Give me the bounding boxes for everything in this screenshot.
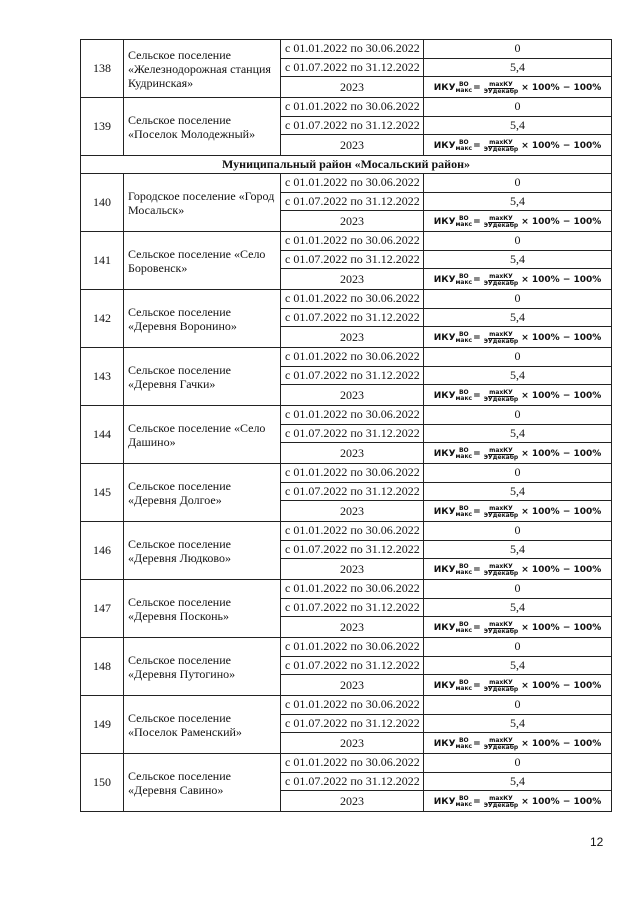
row-number: 139: [81, 98, 124, 156]
formula-fraction: [484, 390, 519, 403]
index-formula: [434, 82, 602, 95]
period-cell: с 01.01.2022 по 30.06.2022: [281, 174, 424, 193]
section-row: [81, 156, 612, 174]
section-title: Муниципальный район «Мосальский район»: [81, 156, 612, 174]
value-cell: 0: [424, 464, 612, 483]
formula-equals: =: [473, 506, 481, 517]
settlement-name: Городское поселение «Город Мосальск»: [124, 174, 281, 232]
formula-fraction: [484, 506, 519, 519]
formula-prefix: ИКУ: [433, 564, 456, 575]
year-cell: 2023: [281, 327, 424, 348]
year-cell: 2023: [281, 211, 424, 232]
period-cell: с 01.01.2022 по 30.06.2022: [281, 580, 424, 599]
formula-equals: =: [473, 680, 481, 691]
year-cell: 2023: [281, 501, 424, 522]
formula-fraction: [484, 796, 519, 809]
formula-fraction: [484, 216, 519, 229]
formula-subscript: [456, 332, 473, 344]
formula-cell: [424, 559, 612, 580]
formula-equals: =: [473, 738, 481, 749]
formula-sub-top: ВО: [458, 447, 469, 454]
formula-fraction: [484, 274, 519, 287]
formula-numerator: maxКУ: [489, 214, 513, 222]
table-row: [81, 98, 612, 117]
settlement-name: Сельское поселение «Деревня Людково»: [124, 522, 281, 580]
formula-sub-top: ВО: [458, 621, 469, 628]
value-cell: 0: [424, 348, 612, 367]
formula-equals: =: [473, 622, 481, 633]
value-cell: 5,4: [424, 58, 612, 77]
formula-cell: [424, 675, 612, 696]
value-cell: 0: [424, 580, 612, 599]
row-number: 143: [81, 348, 124, 406]
settlement-name: Сельское поселение «Деревня Посконь»: [124, 580, 281, 638]
formula-numerator: maxКУ: [489, 736, 513, 744]
index-formula: [434, 738, 602, 751]
formula-suffix: × 100% − 100%: [521, 448, 602, 459]
formula-fraction: [484, 622, 519, 635]
formula-sub-top: ВО: [458, 389, 469, 396]
row-number: 146: [81, 522, 124, 580]
year-cell: 2023: [281, 617, 424, 638]
formula-subscript: [456, 564, 473, 576]
formula-numerator: maxКУ: [489, 80, 513, 88]
value-cell: 0: [424, 522, 612, 541]
formula-denominator: ЭУдекабр: [483, 279, 519, 287]
formula-prefix: ИКУ: [433, 332, 456, 343]
table-row: [81, 638, 612, 657]
formula-equals: =: [473, 390, 481, 401]
settlement-name: Сельское поселение «Железнодорожная станция Кудринская»: [124, 40, 281, 98]
table-row: [81, 290, 612, 309]
formula-numerator: maxКУ: [489, 562, 513, 570]
value-cell: 0: [424, 406, 612, 425]
period-cell: с 01.01.2022 по 30.06.2022: [281, 696, 424, 715]
index-formula: [434, 448, 602, 461]
formula-cell: [424, 791, 612, 812]
formula-equals: =: [473, 332, 481, 343]
formula-sub-top: ВО: [458, 679, 469, 686]
formula-fraction: [484, 680, 519, 693]
formula-denominator: ЭУдекабр: [483, 801, 519, 809]
formula-fraction: [484, 332, 519, 345]
row-number: 145: [81, 464, 124, 522]
index-formula: [434, 564, 602, 577]
formula-denominator: ЭУдекабр: [483, 221, 519, 229]
index-formula: [434, 140, 602, 153]
formula-prefix: ИКУ: [433, 448, 456, 459]
formula-subscript: [456, 448, 473, 460]
formula-subscript: [456, 738, 473, 750]
tariff-table: [80, 39, 612, 812]
period-cell: с 01.01.2022 по 30.06.2022: [281, 406, 424, 425]
formula-subscript: [456, 622, 473, 634]
formula-sub-bottom: макс: [455, 145, 473, 152]
formula-denominator: ЭУдекабр: [483, 743, 519, 751]
formula-subscript: [456, 390, 473, 402]
formula-fraction: [484, 140, 519, 153]
table-row: [81, 406, 612, 425]
formula-fraction: [484, 564, 519, 577]
period-cell: с 01.01.2022 по 30.06.2022: [281, 232, 424, 251]
settlement-name: Сельское поселение «Деревня Путогино»: [124, 638, 281, 696]
period-cell: с 01.07.2022 по 31.12.2022: [281, 656, 424, 675]
formula-suffix: × 100% − 100%: [521, 564, 602, 575]
formula-denominator: ЭУдекабр: [483, 145, 519, 153]
value-cell: 0: [424, 638, 612, 657]
formula-prefix: ИКУ: [433, 622, 456, 633]
period-cell: с 01.01.2022 по 30.06.2022: [281, 98, 424, 117]
formula-numerator: maxКУ: [489, 272, 513, 280]
year-cell: 2023: [281, 443, 424, 464]
formula-suffix: × 100% − 100%: [521, 82, 602, 93]
value-cell: 0: [424, 98, 612, 117]
settlement-name: Сельское поселение «Деревня Воронино»: [124, 290, 281, 348]
formula-subscript: [456, 216, 473, 228]
formula-prefix: ИКУ: [433, 390, 456, 401]
formula-prefix: ИКУ: [433, 140, 456, 151]
row-number: 148: [81, 638, 124, 696]
settlement-name: Сельское поселение «Деревня Гачки»: [124, 348, 281, 406]
period-cell: с 01.07.2022 по 31.12.2022: [281, 192, 424, 211]
formula-numerator: maxКУ: [489, 504, 513, 512]
formula-sub-bottom: макс: [455, 453, 473, 460]
period-cell: с 01.07.2022 по 31.12.2022: [281, 366, 424, 385]
formula-equals: =: [473, 140, 481, 151]
table-row: [81, 464, 612, 483]
row-number: 142: [81, 290, 124, 348]
formula-prefix: ИКУ: [433, 82, 456, 93]
formula-numerator: maxКУ: [489, 388, 513, 396]
year-cell: 2023: [281, 559, 424, 580]
formula-equals: =: [473, 448, 481, 459]
formula-numerator: maxКУ: [489, 446, 513, 454]
value-cell: 0: [424, 290, 612, 309]
formula-prefix: ИКУ: [433, 274, 456, 285]
formula-numerator: maxКУ: [489, 794, 513, 802]
value-cell: 5,4: [424, 192, 612, 211]
formula-prefix: ИКУ: [433, 680, 456, 691]
row-number: 149: [81, 696, 124, 754]
period-cell: с 01.01.2022 по 30.06.2022: [281, 522, 424, 541]
formula-sub-top: ВО: [458, 563, 469, 570]
formula-subscript: [456, 82, 473, 94]
formula-sub-bottom: макс: [455, 221, 473, 228]
row-number: 150: [81, 754, 124, 812]
formula-denominator: ЭУдекабр: [483, 511, 519, 519]
page-number: 12: [590, 835, 604, 849]
formula-prefix: ИКУ: [433, 796, 456, 807]
value-cell: 0: [424, 696, 612, 715]
formula-prefix: ИКУ: [433, 506, 456, 517]
formula-cell: [424, 501, 612, 522]
formula-cell: [424, 443, 612, 464]
period-cell: с 01.07.2022 по 31.12.2022: [281, 424, 424, 443]
formula-sub-top: ВО: [458, 81, 469, 88]
formula-cell: [424, 733, 612, 754]
table-row: [81, 348, 612, 367]
table-row: [81, 174, 612, 193]
formula-denominator: ЭУдекабр: [483, 569, 519, 577]
period-cell: с 01.01.2022 по 30.06.2022: [281, 40, 424, 59]
index-formula: [434, 796, 602, 809]
formula-cell: [424, 327, 612, 348]
formula-numerator: maxКУ: [489, 138, 513, 146]
formula-equals: =: [473, 274, 481, 285]
settlement-name: Сельское поселение «Деревня Долгое»: [124, 464, 281, 522]
row-number: 144: [81, 406, 124, 464]
formula-subscript: [456, 140, 473, 152]
index-formula: [434, 216, 602, 229]
formula-subscript: [456, 274, 473, 286]
value-cell: 0: [424, 232, 612, 251]
formula-numerator: maxКУ: [489, 678, 513, 686]
period-cell: с 01.07.2022 по 31.12.2022: [281, 308, 424, 327]
index-formula: [434, 622, 602, 635]
value-cell: 0: [424, 174, 612, 193]
formula-cell: [424, 77, 612, 98]
value-cell: 5,4: [424, 656, 612, 675]
value-cell: 5,4: [424, 772, 612, 791]
period-cell: с 01.07.2022 по 31.12.2022: [281, 714, 424, 733]
formula-equals: =: [473, 796, 481, 807]
formula-suffix: × 100% − 100%: [521, 390, 602, 401]
period-cell: с 01.01.2022 по 30.06.2022: [281, 638, 424, 657]
formula-suffix: × 100% − 100%: [521, 796, 602, 807]
value-cell: 5,4: [424, 366, 612, 385]
formula-sub-bottom: макс: [455, 511, 473, 518]
formula-denominator: ЭУдекабр: [483, 87, 519, 95]
formula-subscript: [456, 680, 473, 692]
formula-suffix: × 100% − 100%: [521, 680, 602, 691]
formula-sub-top: ВО: [458, 505, 469, 512]
formula-suffix: × 100% − 100%: [521, 738, 602, 749]
formula-sub-bottom: макс: [455, 337, 473, 344]
index-formula: [434, 680, 602, 693]
value-cell: 5,4: [424, 482, 612, 501]
period-cell: с 01.07.2022 по 31.12.2022: [281, 116, 424, 135]
formula-denominator: ЭУдекабр: [483, 627, 519, 635]
formula-sub-top: ВО: [458, 273, 469, 280]
formula-cell: [424, 269, 612, 290]
index-formula: [434, 274, 602, 287]
year-cell: 2023: [281, 135, 424, 156]
formula-sub-bottom: макс: [455, 627, 473, 634]
value-cell: 5,4: [424, 250, 612, 269]
formula-cell: [424, 385, 612, 406]
formula-sub-top: ВО: [458, 139, 469, 146]
index-formula: [434, 390, 602, 403]
formula-suffix: × 100% − 100%: [521, 216, 602, 227]
settlement-name: Сельское поселение «Поселок Раменский»: [124, 696, 281, 754]
value-cell: 5,4: [424, 424, 612, 443]
formula-fraction: [484, 448, 519, 461]
year-cell: 2023: [281, 733, 424, 754]
formula-sub-bottom: макс: [455, 801, 473, 808]
formula-denominator: ЭУдекабр: [483, 685, 519, 693]
table-row: [81, 232, 612, 251]
period-cell: с 01.07.2022 по 31.12.2022: [281, 540, 424, 559]
formula-equals: =: [473, 564, 481, 575]
period-cell: с 01.07.2022 по 31.12.2022: [281, 598, 424, 617]
table-row: [81, 696, 612, 715]
row-number: 140: [81, 174, 124, 232]
period-cell: с 01.01.2022 по 30.06.2022: [281, 290, 424, 309]
index-formula: [434, 506, 602, 519]
formula-numerator: maxКУ: [489, 620, 513, 628]
formula-suffix: × 100% − 100%: [521, 506, 602, 517]
table-row: [81, 754, 612, 773]
row-number: 141: [81, 232, 124, 290]
row-number: 138: [81, 40, 124, 98]
formula-suffix: × 100% − 100%: [521, 274, 602, 285]
settlement-name: Сельское поселение «Деревня Савино»: [124, 754, 281, 812]
year-cell: 2023: [281, 385, 424, 406]
period-cell: с 01.01.2022 по 30.06.2022: [281, 348, 424, 367]
formula-sub-top: ВО: [458, 331, 469, 338]
value-cell: 5,4: [424, 598, 612, 617]
formula-subscript: [456, 796, 473, 808]
table-body: [81, 40, 612, 812]
period-cell: с 01.07.2022 по 31.12.2022: [281, 772, 424, 791]
settlement-name: Сельское поселение «Поселок Молодежный»: [124, 98, 281, 156]
index-formula: [434, 332, 602, 345]
year-cell: 2023: [281, 791, 424, 812]
value-cell: 5,4: [424, 308, 612, 327]
formula-sub-bottom: макс: [455, 87, 473, 94]
year-cell: 2023: [281, 675, 424, 696]
formula-sub-top: ВО: [458, 737, 469, 744]
formula-numerator: maxКУ: [489, 330, 513, 338]
formula-fraction: [484, 738, 519, 751]
period-cell: с 01.07.2022 по 31.12.2022: [281, 250, 424, 269]
formula-sub-top: ВО: [458, 795, 469, 802]
formula-suffix: × 100% − 100%: [521, 622, 602, 633]
period-cell: с 01.01.2022 по 30.06.2022: [281, 464, 424, 483]
formula-cell: [424, 211, 612, 232]
formula-cell: [424, 617, 612, 638]
formula-equals: =: [473, 82, 481, 93]
formula-sub-bottom: макс: [455, 685, 473, 692]
year-cell: 2023: [281, 269, 424, 290]
table-row: [81, 40, 612, 59]
period-cell: с 01.07.2022 по 31.12.2022: [281, 482, 424, 501]
period-cell: с 01.07.2022 по 31.12.2022: [281, 58, 424, 77]
formula-denominator: ЭУдекабр: [483, 453, 519, 461]
formula-fraction: [484, 82, 519, 95]
value-cell: 5,4: [424, 540, 612, 559]
formula-equals: =: [473, 216, 481, 227]
period-cell: с 01.01.2022 по 30.06.2022: [281, 754, 424, 773]
formula-sub-bottom: макс: [455, 743, 473, 750]
table-row: [81, 580, 612, 599]
formula-denominator: ЭУдекабр: [483, 395, 519, 403]
formula-suffix: × 100% − 100%: [521, 332, 602, 343]
year-cell: 2023: [281, 77, 424, 98]
formula-prefix: ИКУ: [433, 216, 456, 227]
formula-subscript: [456, 506, 473, 518]
formula-sub-bottom: макс: [455, 279, 473, 286]
settlement-name: Сельское поселение «Село Дашино»: [124, 406, 281, 464]
value-cell: 5,4: [424, 714, 612, 733]
value-cell: 0: [424, 40, 612, 59]
formula-sub-bottom: макс: [455, 569, 473, 576]
formula-cell: [424, 135, 612, 156]
row-number: 147: [81, 580, 124, 638]
formula-denominator: ЭУдекабр: [483, 337, 519, 345]
formula-prefix: ИКУ: [433, 738, 456, 749]
formula-sub-bottom: макс: [455, 395, 473, 402]
value-cell: 5,4: [424, 116, 612, 135]
value-cell: 0: [424, 754, 612, 773]
formula-suffix: × 100% − 100%: [521, 140, 602, 151]
settlement-name: Сельское поселение «Село Боровенск»: [124, 232, 281, 290]
formula-sub-top: ВО: [458, 215, 469, 222]
table-row: [81, 522, 612, 541]
